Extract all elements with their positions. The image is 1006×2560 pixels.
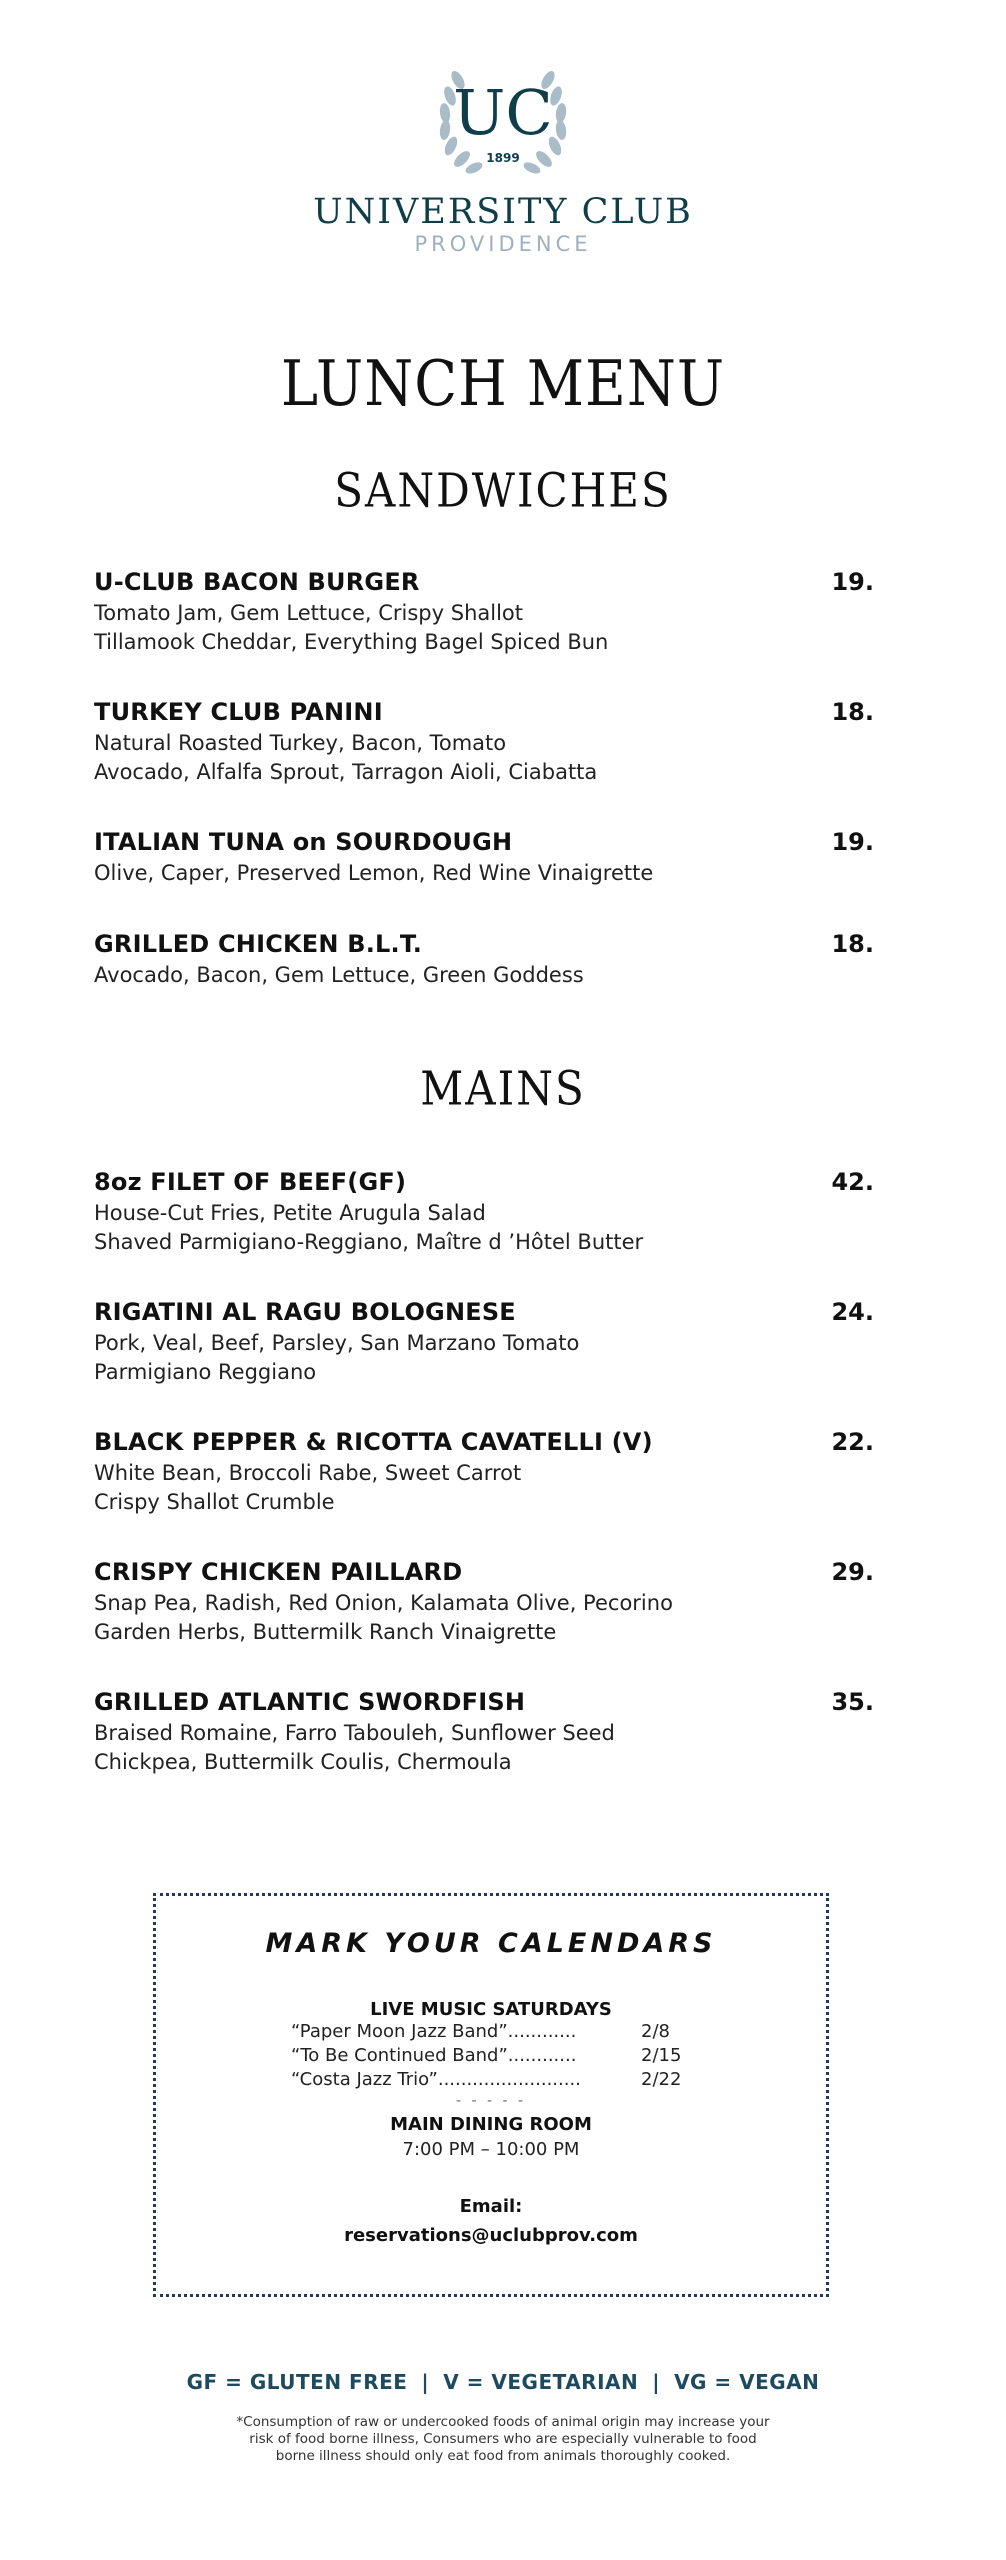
gig-name: “Costa Jazz Trio”......................... (291, 2069, 581, 2090)
legend-vegan: VG = VEGAN (674, 2370, 820, 2394)
item-description (94, 859, 874, 888)
legend-gluten-free: GF = GLUTEN FREE (186, 2370, 408, 2394)
gig-date: 2/8 (641, 2021, 670, 2042)
item-description (94, 1719, 874, 1777)
item-name: BLACK PEPPER & RICOTTA CAVATELLI (V) (94, 1428, 653, 1456)
gig-row (281, 2068, 701, 2092)
disclaimer-line: *Consumption of raw or undercooked foods of animal origin may increase your (236, 2414, 770, 2430)
menu-item (94, 930, 874, 990)
desc-line: Crispy Shallot Crumble (94, 1490, 335, 1514)
item-name: GRILLED ATLANTIC SWORDFISH (94, 1688, 526, 1716)
item-price: 19. (831, 828, 874, 856)
item-description (94, 1199, 874, 1257)
menu-item (94, 698, 874, 787)
gig-row (281, 2044, 701, 2068)
desc-line: Chickpea, Buttermilk Coulis, Chermoula (94, 1750, 512, 1774)
menu-item (94, 568, 874, 657)
item-description (94, 729, 874, 787)
desc-line: Parmigiano Reggiano (94, 1360, 317, 1384)
desc-line: Tomato Jam, Gem Lettuce, Crispy Shallot (94, 601, 523, 625)
menu-item (94, 1298, 874, 1387)
item-description (94, 961, 874, 990)
legend-vegetarian: V = VEGETARIAN (443, 2370, 639, 2394)
gig-date: 2/15 (641, 2045, 682, 2066)
desc-line: Avocado, Alfalfa Sprout, Tarragon Aioli, Ciabatta (94, 760, 598, 784)
menu-item (94, 828, 874, 888)
desc-line: Natural Roasted Turkey, Bacon, Tomato (94, 731, 507, 755)
events-heading: MARK YOUR CALENDARS (265, 1928, 717, 1959)
events-box (153, 1893, 829, 2297)
menu-item (94, 1428, 874, 1517)
item-name: TURKEY CLUB PANINI (94, 698, 383, 726)
email-label: Email: (459, 2196, 523, 2217)
item-name: 8oz FILET OF BEEF(GF) (94, 1168, 407, 1196)
separator: - - - - - (455, 2093, 527, 2109)
item-name: GRILLED CHICKEN B.L.T. (94, 930, 423, 958)
page-title: LUNCH MENU (280, 348, 726, 421)
section-title-sandwiches: SANDWICHES (334, 463, 672, 518)
food-safety-disclaimer (190, 2414, 816, 2465)
gig-name: “Paper Moon Jazz Band”............ (291, 2021, 577, 2042)
desc-line: Shaved Parmigiano-Reggiano, Maître d ’Hôtel Butter (94, 1230, 644, 1254)
legend-divider: | (652, 2370, 661, 2394)
room-name: MAIN DINING ROOM (390, 2114, 592, 2135)
brand-name: UNIVERSITY CLUB (313, 192, 693, 232)
disclaimer-line: borne illness should only eat food from animals thoroughly cooked. (275, 2448, 731, 2464)
item-price: 18. (831, 698, 874, 726)
item-price: 35. (831, 1688, 874, 1716)
desc-line: White Bean, Broccoli Rabe, Sweet Carrot (94, 1461, 522, 1485)
gig-name: “To Be Continued Band”............ (291, 2045, 577, 2066)
item-name: CRISPY CHICKEN PAILLARD (94, 1558, 463, 1586)
desc-line: Braised Romaine, Farro Tabouleh, Sunflower Seed (94, 1721, 615, 1745)
item-description (94, 599, 874, 657)
club-logo (0, 52, 1006, 256)
disclaimer-line: risk of food borne illness, Consumers who are especially vulnerable to food (249, 2431, 757, 2447)
gig-date: 2/22 (641, 2069, 682, 2090)
desc-line: Tillamook Cheddar, Everything Bagel Spiced Bun (94, 630, 609, 654)
item-name: U-CLUB BACON BURGER (94, 568, 420, 596)
email-address[interactable]: reservations@uclubprov.com (344, 2225, 638, 2246)
live-music-title: LIVE MUSIC SATURDAYS (370, 1999, 612, 2020)
monogram-text: UC (453, 76, 553, 149)
desc-line: Snap Pea, Radish, Red Onion, Kalamata Olive, Pecorino (94, 1591, 673, 1615)
desc-line: Avocado, Bacon, Gem Lettuce, Green Goddess (94, 963, 584, 987)
section-title-mains: MAINS (420, 1061, 586, 1116)
brand-subtitle: PROVIDENCE (414, 232, 592, 256)
item-name: RIGATINI AL RAGU BOLOGNESE (94, 1298, 516, 1326)
item-price: 24. (831, 1298, 874, 1326)
item-description (94, 1459, 874, 1517)
room-hours: 7:00 PM – 10:00 PM (402, 2139, 580, 2160)
menu-item (94, 1558, 874, 1647)
desc-line: Pork, Veal, Beef, Parsley, San Marzano Tomato (94, 1331, 580, 1355)
item-description (94, 1589, 874, 1647)
desc-line: House-Cut Fries, Petite Arugula Salad (94, 1201, 486, 1225)
item-price: 29. (831, 1558, 874, 1586)
item-price: 22. (831, 1428, 874, 1456)
item-name: ITALIAN TUNA on SOURDOUGH (94, 828, 513, 856)
item-description (94, 1329, 874, 1387)
menu-item (94, 1168, 874, 1257)
item-price: 19. (831, 568, 874, 596)
legend-divider: | (421, 2370, 430, 2394)
item-price: 42. (831, 1168, 874, 1196)
gig-row (281, 2020, 701, 2044)
desc-line: Olive, Caper, Preserved Lemon, Red Wine Vinaigrette (94, 861, 654, 885)
dietary-legend (0, 2370, 1006, 2394)
item-price: 18. (831, 930, 874, 958)
menu-item (94, 1688, 874, 1777)
laurel-monogram-icon (428, 52, 578, 186)
desc-line: Garden Herbs, Buttermilk Ranch Vinaigrette (94, 1620, 557, 1644)
founding-year: 1899 (486, 151, 520, 165)
